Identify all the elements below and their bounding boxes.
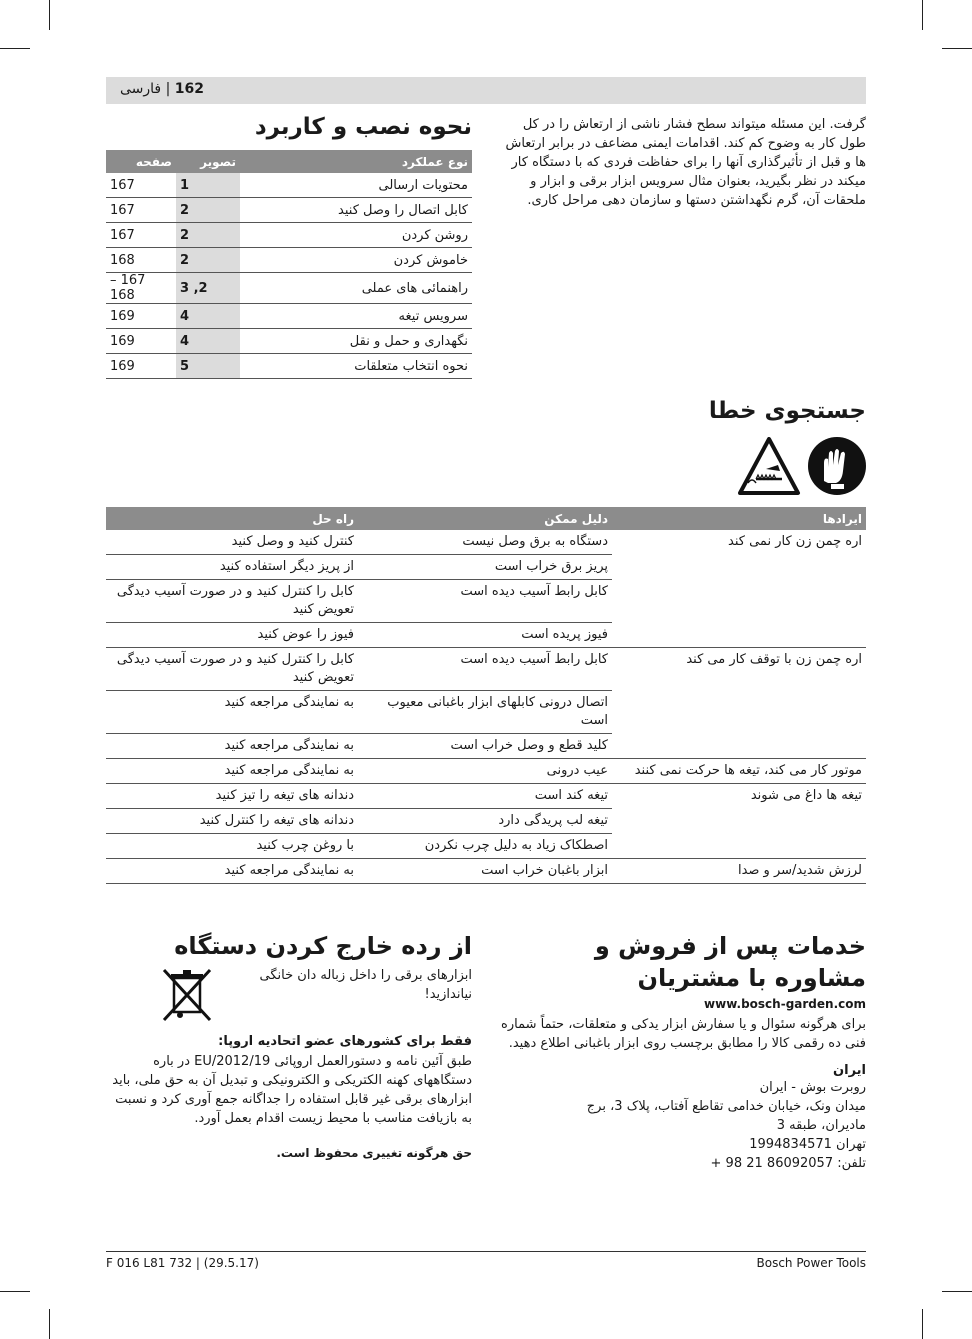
install-row	[106, 329, 472, 354]
troubleshooting-cell-cause: کلید قطع و وصل خراب است	[358, 734, 612, 759]
col-remedy: راه حل	[106, 507, 358, 530]
install-cell-action: راهنمائی های عملی	[240, 273, 472, 304]
address-line: روبرت بوش - ایران	[759, 1080, 866, 1095]
page-header-band	[106, 77, 866, 104]
disposal-eu-heading: فقط برای کشورهای عضو اتحادیه اروپا:	[218, 1034, 472, 1049]
install-cell-page: 167	[106, 223, 176, 248]
header-separator: |	[165, 81, 171, 97]
page-header	[120, 81, 204, 97]
col-page: صفحه	[106, 150, 176, 173]
install-row	[106, 248, 472, 273]
troubleshooting-cell-cause: کابل رابط آسیب دیده است	[358, 648, 612, 691]
crop-mark	[922, 1309, 923, 1339]
col-symptom: ایرادها	[612, 507, 866, 530]
troubleshooting-cell-symptom	[612, 580, 866, 623]
col-figure: تصویر	[176, 150, 240, 173]
install-cell-figure: 4	[176, 304, 240, 329]
troubleshooting-cell-symptom	[612, 555, 866, 580]
service-section	[501, 930, 866, 1173]
troubleshooting-cell-remedy: فیوز را عوض کنید	[106, 623, 358, 648]
footer-brand: Bosch Power Tools	[756, 1256, 866, 1270]
troubleshooting-cell-remedy: به نمایندگی مراجعه کنید	[106, 734, 358, 759]
crop-mark	[0, 1291, 30, 1292]
troubleshooting-cell-symptom	[612, 623, 866, 648]
header-language: فارسی	[120, 81, 162, 97]
disposal-rights: حق هرگونه تغییری محفوظ است.	[276, 1146, 472, 1160]
service-url[interactable]: www.bosch-garden.com	[704, 997, 866, 1011]
troubleshooting-row	[106, 648, 866, 691]
install-cell-figure: 1	[176, 173, 240, 198]
troubleshooting-cell-remedy: دندانه های تیغه را کنترل کنید	[106, 809, 358, 834]
intro-paragraph: گرفت. این مسئله میتواند سطح فشار ناشی از ارتعاش را در کل طول کار به وضوح کم کند. اقدامات ایمنی مضاعف در برابر ارتعاش ها و قبل از تأثیرگذاری آنها را برای حفاظت فردی که با دستگاه کار میکند در نظر بگیرید، بعنوان مثال سرویس ابزار برقی و ابزار و ملحقات آن، گرم نگهداشتن دستها و سازمان دهی مراحل کاری.	[505, 117, 866, 208]
install-cell-page: 169	[106, 329, 176, 354]
footer-rule	[106, 1251, 866, 1252]
install-cell-figure: 2, 3	[176, 273, 240, 304]
install-cell-action: کابل اتصال را وصل کنید	[240, 198, 472, 223]
install-cell-page: 169	[106, 354, 176, 379]
troubleshooting-row	[106, 734, 866, 759]
troubleshooting-cell-remedy: با روغن چرب کنید	[106, 834, 358, 859]
install-cell-figure: 5	[176, 354, 240, 379]
service-title: خدمات پس از فروش و مشاوره با مشتریان	[594, 932, 866, 992]
gloves-icon	[808, 437, 866, 495]
troubleshooting-cell-remedy: به نمایندگی مراجعه کنید	[106, 759, 358, 784]
troubleshooting-cell-cause: عیب درونی	[358, 759, 612, 784]
install-cell-action: سرویس تیغه	[240, 304, 472, 329]
troubleshooting-cell-cause: اتصال درونی کابلهای ابزار باغبانی معیوب است	[358, 691, 612, 734]
crop-mark	[49, 0, 50, 30]
install-row	[106, 354, 472, 379]
troubleshooting-cell-remedy: به نمایندگی مراجعه کنید	[106, 859, 358, 884]
troubleshooting-row	[106, 623, 866, 648]
troubleshooting-cell-symptom: تیغه ها داغ می شوند	[750, 788, 862, 803]
troubleshooting-cell-remedy: از پریز دیگر استفاده کنید	[106, 555, 358, 580]
install-cell-figure: 2	[176, 248, 240, 273]
disposal-bin-text: ابزارهای برقی را داخل زباله دان خانگی نیاندازید!	[259, 968, 472, 1002]
troubleshooting-row	[106, 809, 866, 834]
install-table	[106, 150, 472, 379]
troubleshooting-cell-symptom: موتور کار می کند، تیغه ها حرکت نمی کنند	[612, 759, 866, 784]
troubleshooting-cell-symptom: اره چمن زن با توقف کار می کند	[686, 652, 862, 667]
troubleshooting-cell-remedy: به نمایندگی مراجعه کنید	[106, 691, 358, 734]
safety-icons	[736, 437, 866, 495]
troubleshooting-row	[106, 784, 866, 809]
address-line: تهران 1994834571	[749, 1137, 866, 1152]
crop-mark	[49, 1309, 50, 1339]
crop-mark	[942, 48, 972, 49]
warning-blade-icon	[740, 439, 798, 493]
troubleshooting-row	[106, 691, 866, 734]
install-cell-page: 167	[106, 173, 176, 198]
crop-mark	[942, 1291, 972, 1292]
install-cell-figure: 2	[176, 223, 240, 248]
install-cell-action: خاموش کردن	[240, 248, 472, 273]
disposal-title: از رده خارج کردن دستگاه	[174, 932, 472, 960]
troubleshooting-cell-cause: اصطکاک زیاد به دلیل چرب نکردن	[358, 834, 612, 859]
col-action: نوع عملکرد	[240, 150, 472, 173]
address-line: میدان ونک، خیابان خدامی تقاطع آفتاب، پلاک 3، برج	[586, 1099, 866, 1114]
troubleshooting-row	[106, 859, 866, 884]
install-row	[106, 198, 472, 223]
footer-doc-number: F 016 L81 732 | (29.5.17)	[106, 1256, 259, 1270]
disposal-eu-text: طبق آئین نامه و دستورالعمل اروپائی 2012/19/EU در باره دستگاههای کهنه الکتریکی و الکترونیکی و تبدیل آن به حق ملی، باید ابزارهای برقی غیر قابل استفاده را جداگانه جمع آوری کرد و نسبت به بازیافت مناسب با محیط زیست اقدام بعمل آورد.	[112, 1054, 472, 1126]
troubleshooting-cell-symptom: اره چمن زن کار نمی کند	[728, 534, 862, 549]
troubleshooting-row	[106, 580, 866, 623]
col-cause: دلیل ممکن	[358, 507, 612, 530]
troubleshooting-cell-cause: تیغه لب پریدگی دارد	[358, 809, 612, 834]
troubleshooting-row	[106, 530, 866, 555]
troubleshooting-cell-symptom: لرزش شدید/سر و صدا	[612, 859, 866, 884]
crossed-bin-icon	[160, 966, 214, 1024]
troubleshooting-title: جستجوی خطا	[708, 398, 866, 424]
troubleshooting-cell-symptom	[612, 691, 866, 734]
troubleshooting-row	[106, 555, 866, 580]
crop-mark	[922, 0, 923, 30]
install-row	[106, 273, 472, 304]
troubleshooting-row	[106, 759, 866, 784]
install-cell-figure: 4	[176, 329, 240, 354]
troubleshooting-cell-cause: ابزار باغبان خراب است	[358, 859, 612, 884]
troubleshooting-table-header	[106, 507, 866, 530]
troubleshooting-cell-remedy: کابل را کنترل کنید و در صورت آسیب دیدگی تعویض کنید	[106, 580, 358, 623]
troubleshooting-cell-symptom	[612, 809, 866, 834]
install-cell-page: 167	[106, 198, 176, 223]
install-cell-action: محتویات ارسالی	[240, 173, 472, 198]
disposal-section	[106, 930, 472, 1160]
troubleshooting-cell-remedy: دندانه های تیغه را تیز کنید	[106, 784, 358, 809]
install-row	[106, 173, 472, 198]
crop-mark	[0, 48, 30, 49]
install-cell-action: نحوه انتخاب متعلقات	[240, 354, 472, 379]
service-text: برای هرگونه سئوال و یا سفارش ابزار یدکی و متعلقات، حتماً شماره فنی ده رقمی کالا را مطابق برچسب روی ابزار باغبانی اطلاع دهید.	[501, 1017, 866, 1051]
troubleshooting-cell-cause: تیغه کند است	[358, 784, 612, 809]
troubleshooting-cell-remedy: کنترل کنید و وصل کنید	[106, 530, 358, 555]
troubleshooting-cell-symptom	[612, 834, 866, 859]
install-row	[106, 304, 472, 329]
install-cell-figure: 2	[176, 198, 240, 223]
install-cell-page: 168	[106, 248, 176, 273]
install-row	[106, 223, 472, 248]
install-cell-page: 167 – 168	[106, 273, 176, 304]
troubleshooting-cell-symptom	[612, 734, 866, 759]
address-line: مادیران، طبقه 3	[776, 1118, 866, 1133]
troubleshooting-table	[106, 507, 866, 884]
install-title: نحوه نصب و کاربرد	[254, 114, 472, 140]
service-country: ایران	[833, 1063, 866, 1078]
troubleshooting-cell-cause: پریز برق خراب است	[358, 555, 612, 580]
address-line: تلفن: 86092057 21 98 +	[710, 1156, 866, 1171]
install-cell-action: روشن کردن	[240, 223, 472, 248]
page-number: 162	[174, 81, 204, 97]
troubleshooting-row	[106, 834, 866, 859]
service-address	[501, 1078, 866, 1173]
troubleshooting-cell-cause: کابل رابط آسیب دیده است	[358, 580, 612, 623]
troubleshooting-cell-cause: فیوز پریده است	[358, 623, 612, 648]
install-cell-action: نگهداری و حمل و نقل	[240, 329, 472, 354]
troubleshooting-cell-cause: دستگاه به برق وصل نیست	[358, 530, 612, 555]
install-table-header	[106, 150, 472, 173]
install-cell-page: 169	[106, 304, 176, 329]
troubleshooting-cell-remedy: کابل را کنترل کنید و در صورت آسیب دیدگی تعویض کنید	[106, 648, 358, 691]
